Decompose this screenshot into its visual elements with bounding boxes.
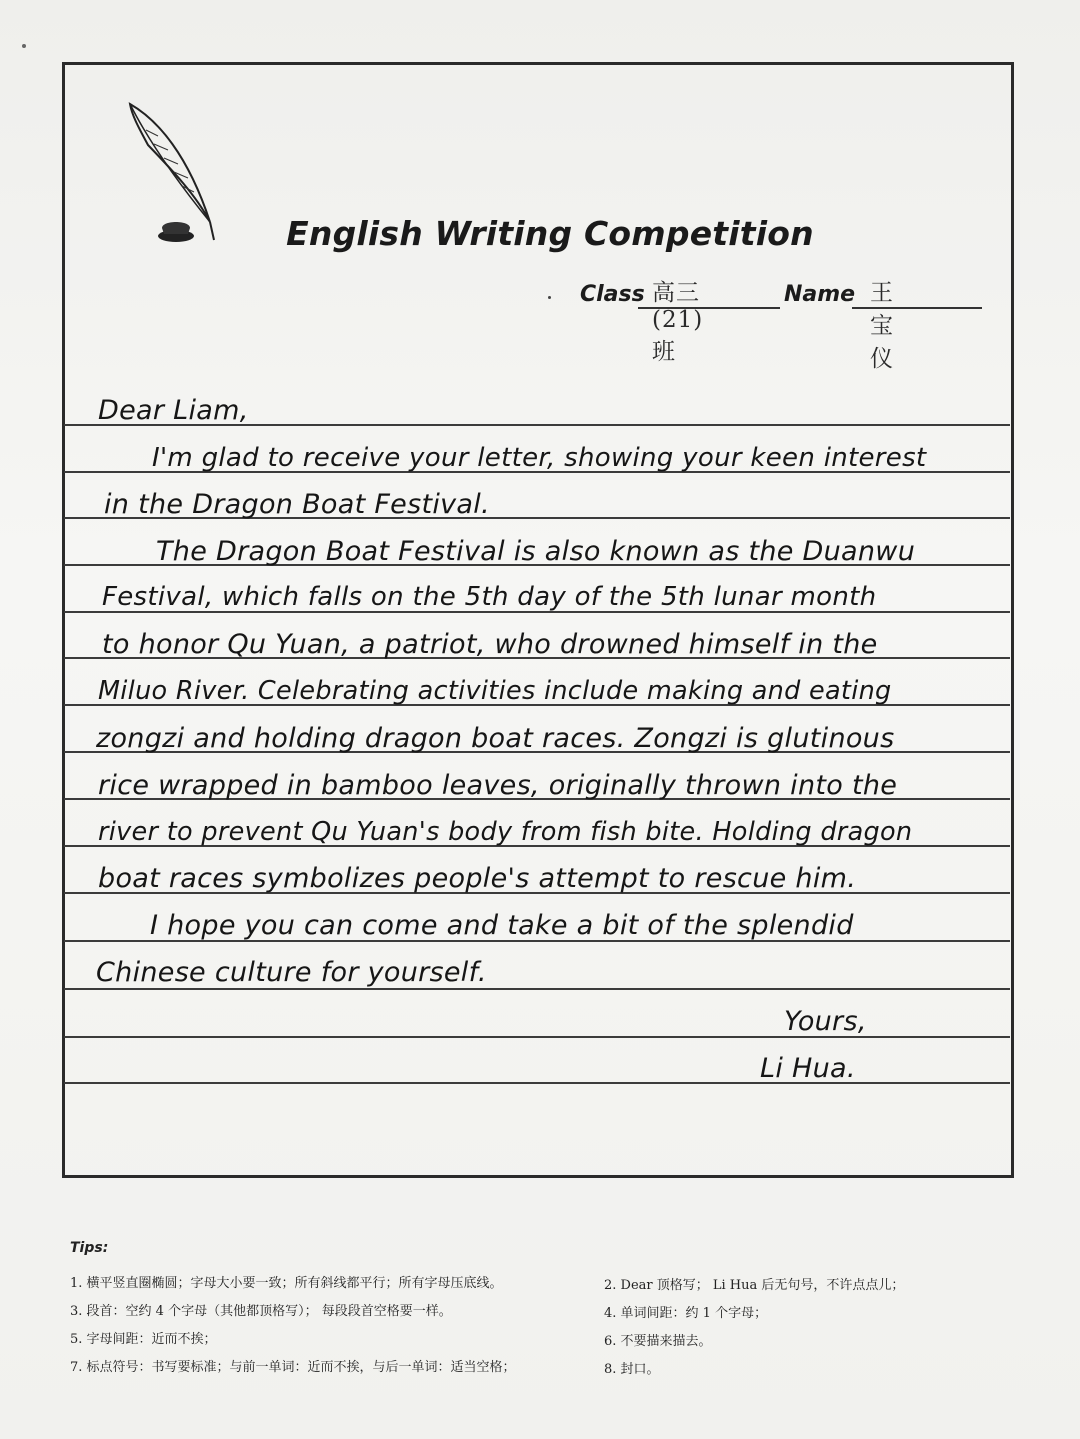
letter-line: I'm glad to receive your letter, showing your keen interest bbox=[152, 443, 927, 473]
letter-line: river to prevent Qu Yuan's body from fish bite. Holding dragon bbox=[98, 817, 913, 847]
tip-item: 2. Dear 顶格写； Li Hua 后无句号，不许点点儿； bbox=[604, 1278, 905, 1293]
letter-signature: Li Hua. bbox=[760, 1053, 856, 1084]
tip-item: 1. 横平竖直圈椭圆；字母大小要一致；所有斜线都平行；所有字母压底线。 bbox=[70, 1276, 503, 1291]
letter-closing: Yours, bbox=[784, 1006, 867, 1037]
tips-heading: Tips: bbox=[70, 1240, 109, 1256]
letter-line: zongzi and holding dragon boat races. Zongzi is glutinous bbox=[96, 723, 895, 754]
tip-item: 8. 封口。 bbox=[604, 1362, 660, 1377]
ruled-line bbox=[64, 1036, 1010, 1038]
class-label: Class bbox=[580, 282, 645, 307]
class-underline bbox=[638, 307, 780, 309]
letter-line: Miluo River. Celebrating activities include making and eating bbox=[98, 676, 892, 706]
letter-line: boat races symbolizes people's attempt to rescue him. bbox=[98, 863, 857, 894]
tip-item: 7. 标点符号：书写要标准；与前一单词：近而不挨，与后一单词：适当空格； bbox=[70, 1360, 516, 1375]
tip-item: 4. 单词间距：约 1 个字母； bbox=[604, 1306, 768, 1321]
page-title: English Writing Competition bbox=[286, 214, 814, 253]
paper-speck bbox=[22, 44, 26, 48]
letter-line: I hope you can come and take a bit of the splendid bbox=[150, 910, 854, 941]
tip-item: 6. 不要描来描去。 bbox=[604, 1334, 712, 1349]
letter-line: in the Dragon Boat Festival. bbox=[104, 489, 490, 520]
letter-line: Chinese culture for yourself. bbox=[96, 957, 487, 988]
name-underline bbox=[852, 307, 982, 309]
tip-item: 5. 字母间距：近而不挨； bbox=[70, 1332, 217, 1347]
letter-line: to honor Qu Yuan, a patriot, who drowned himself in the bbox=[102, 629, 878, 660]
letter-line: The Dragon Boat Festival is also known as the Duanwu bbox=[156, 536, 916, 567]
class-value: 高三(21)班 bbox=[652, 280, 704, 365]
ruled-line bbox=[64, 1082, 1010, 1084]
letter-line: Festival, which falls on the 5th day of the 5th lunar month bbox=[102, 582, 877, 612]
letter-salutation: Dear Liam, bbox=[98, 395, 249, 426]
name-value: 王宝仪 bbox=[870, 280, 894, 372]
tip-item: 3. 段首：空约 4 个字母（其他都顶格写）； 每段段首空格要一样。 bbox=[70, 1304, 452, 1319]
ink-dot bbox=[548, 296, 551, 299]
letter-line: rice wrapped in bamboo leaves, originally thrown into the bbox=[98, 770, 898, 801]
name-label: Name bbox=[784, 282, 856, 307]
ruled-line bbox=[64, 988, 1010, 990]
